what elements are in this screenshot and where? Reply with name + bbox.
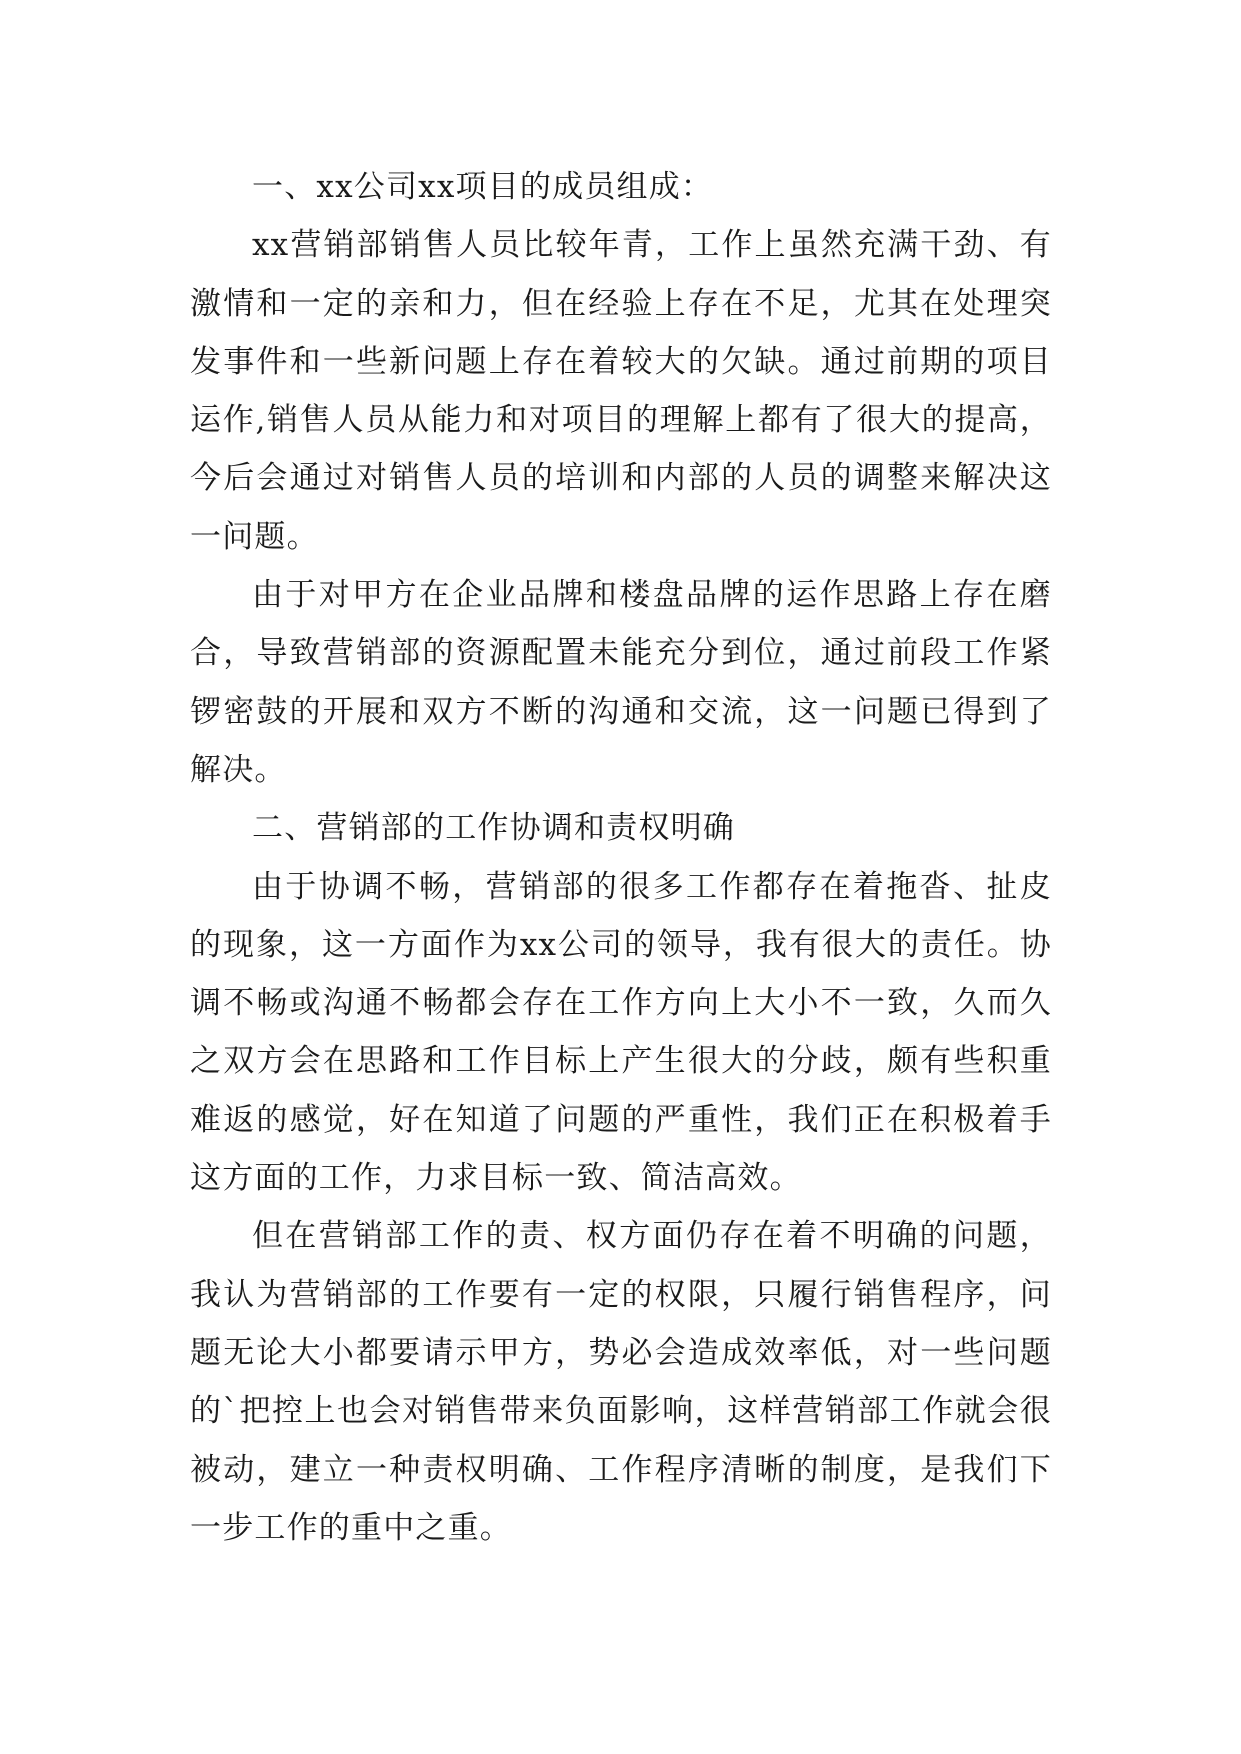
paragraph-sales-staff: xx营销部销售人员比较年青，工作上虽然充满干劲、有激情和一定的亲和力，但在经验上存在不足，尤其在处理突发事件和一些新问题上存在着较大的欠缺。通过前期的项目运作,销售人员从能力和对项目的理解上都有了很大的提高，今后会通过对销售人员的培训和内部的人员的调整来解决这一问题。 <box>190 227 1052 555</box>
document-body <box>190 158 1052 1557</box>
paragraph-brand-coordination: 由于对甲方在企业品牌和楼盘品牌的运作思路上存在磨合，导致营销部的资源配置未能充分到位，通过前段工作紧锣密鼓的开展和双方不断的沟通和交流，这一问题已得到了解决。 <box>190 577 1052 788</box>
heading-member-composition: 一、xx公司xx项目的成员组成： <box>252 169 714 205</box>
paragraph-poor-coordination: 由于协调不畅，营销部的很多工作都存在着拖沓、扯皮的现象，这一方面作为xx公司的领导，我有很大的责任。协调不畅或沟通不畅都会存在工作方向上大小不一致，久而久之双方会在思路和工作目标上产生很大的分歧，颇有些积重难返的感觉，好在知道了问题的严重性，我们正在积极着手这方面的工作，力求目标一致、简洁高效。 <box>190 868 1052 1197</box>
heading-work-coordination: 二、营销部的工作协调和责权明确 <box>252 810 735 847</box>
paragraph-responsibility-authority: 但在营销部工作的责、权方面仍存在着不明确的问题，我认为营销部的工作要有一定的权限，只履行销售程序，问题无论大小都要请示甲方，势必会造成效率低，对一些问题的`把控上也会对销售带来负面影响，这样营销部工作就会很被动，建立一种责权明确、工作程序清晰的制度，是我们下一步工作的重中之重。 <box>190 1218 1052 1546</box>
